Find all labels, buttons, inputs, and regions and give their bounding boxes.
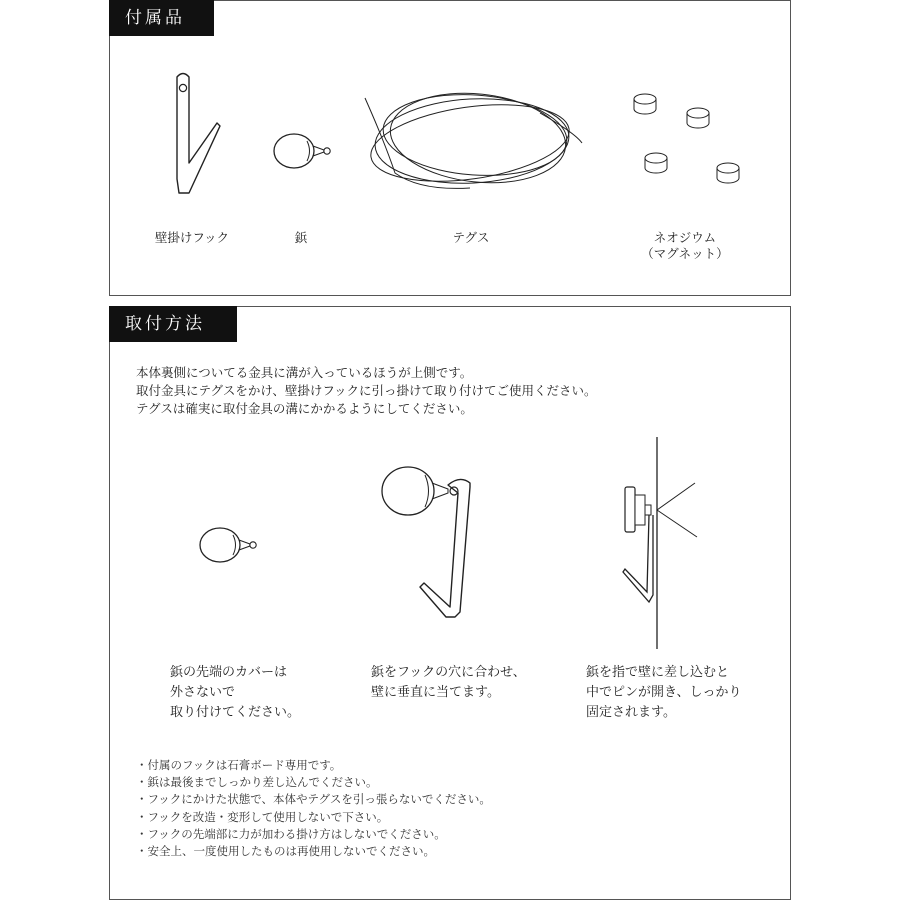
accessories-title: 付属品	[109, 0, 214, 36]
note-item: ・ フックを改造・変形して使用しないで下さい。	[136, 809, 491, 826]
step2-pin-hook-illustration	[380, 457, 490, 627]
notes-list	[136, 757, 491, 860]
pin-head-side	[625, 487, 635, 532]
install-title: 取付方法	[109, 306, 237, 342]
fishing-line-illustration	[360, 83, 590, 195]
magnet-1	[634, 94, 656, 114]
pin-illustration	[270, 129, 340, 173]
step3-line-3: 固定されます。	[586, 705, 676, 720]
magnet-3	[645, 153, 667, 173]
note-item: ・ 安全上、一度使用したものは再使用しないでください。	[136, 843, 491, 860]
magnet-4	[717, 163, 739, 183]
step2-line-2: 壁に垂直に当てます。	[371, 685, 500, 700]
intro-line-2: 取付金具にテグスをかけ、壁掛けフックに引っ掛けて取り付けてご使用ください。	[136, 383, 597, 398]
note-item: ・ フックにかけた状態で、本体やテグスを引っ張らないでください。	[136, 791, 491, 808]
step1-line-1: 鋲の先端のカバーは	[170, 665, 288, 680]
step2-line-1: 鋲をフックの穴に合わせ、	[371, 665, 526, 680]
step1-line-3: 取り付けてください。	[170, 705, 301, 720]
wall-hook-illustration	[165, 71, 225, 201]
note-item: ・ 鋲は最後までしっかり差し込んでください。	[136, 774, 491, 791]
fishing-line-label: テグス	[452, 230, 490, 245]
pin-head	[274, 134, 314, 168]
accessories-panel	[109, 0, 791, 296]
step1-line-2: 外さないで	[170, 685, 236, 700]
intro-line-1: 本体裏側についてる金具に溝が入っているほうが上側です。	[136, 365, 473, 380]
intro-line-3: テグスは確実に取付金具の溝にかかるようにしてください。	[136, 401, 473, 416]
magnets-illustration	[628, 91, 758, 191]
wall-hook-hole	[179, 84, 186, 91]
step1-pin-illustration	[196, 523, 266, 567]
step3-wall-mount-illustration	[615, 437, 725, 652]
wall-hook-label: 壁掛けフック	[154, 230, 230, 245]
note-item: ・ フックの先端部に力が加わる掛け方はしないでください。	[136, 826, 491, 843]
step3-line-2: 中でピンが開き、しっかり	[586, 685, 742, 700]
install-panel	[109, 306, 791, 900]
magnet-2	[687, 108, 709, 128]
magnet-label: ネオジウム	[653, 230, 717, 245]
note-item: ・ 付属のフックは石膏ボード専用です。	[136, 757, 491, 774]
magnet-sublabel: （マグネット）	[641, 246, 729, 261]
pin-label: 鋲	[294, 230, 308, 245]
step3-line-1: 鋲を指で壁に差し込むと	[586, 665, 730, 680]
